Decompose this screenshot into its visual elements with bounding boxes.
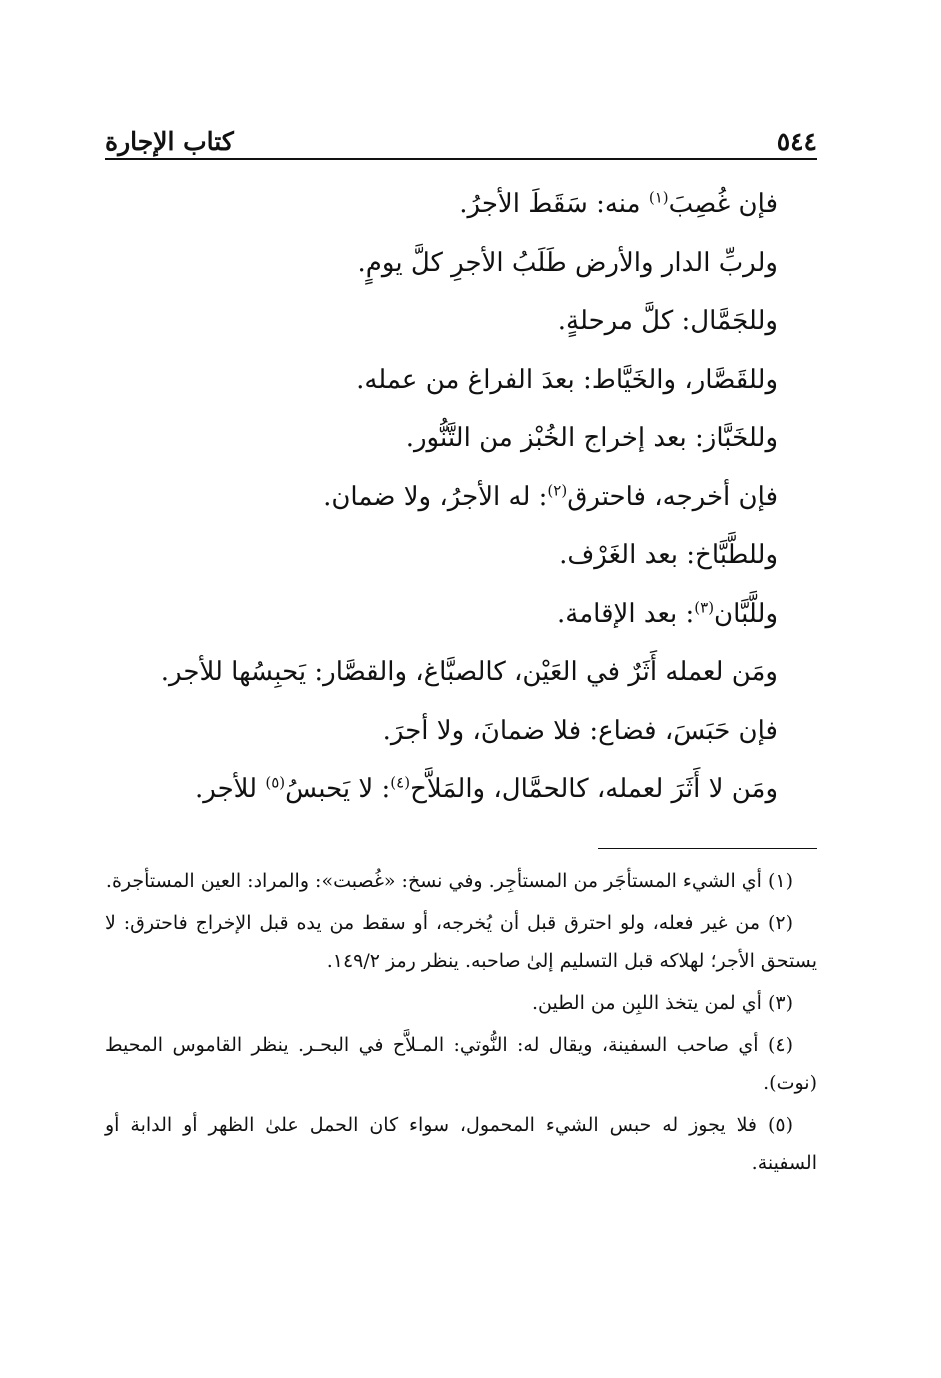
page-number: ٥٤٤ bbox=[776, 127, 817, 156]
text-line: وللقَصَّار، والخَيَّاط: بعدَ الفراغ من عمله. bbox=[356, 364, 778, 395]
text-line: وللخَبَّاز: بعد إخراج الخُبْز من التَّنُّور. bbox=[405, 423, 778, 453]
text-line: ومَن لا أَثَرَ لعمله، كالحمَّال، والمَلاَّح$^{(٤)}$: لا يَحبسُ$^{(٥)}$ للأجر. bbox=[194, 773, 778, 804]
footnote: (٥) فلا يجوز له حبس الشيء المحمول، سواء كان الحمل علىٰ الظهر أو الدابة أو السفينة. bbox=[105, 1114, 817, 1174]
chapter-title: كتاب الإجارة bbox=[105, 127, 234, 156]
main-text bbox=[105, 175, 778, 819]
footnote: (٣) أي لمن يتخذ اللبِن من الطين. bbox=[531, 992, 793, 1014]
text-line: وللطَّبَّاخ: بعد الغَرْف. bbox=[559, 540, 778, 570]
footnote-marker: (٤) bbox=[390, 773, 411, 792]
footnote-marker: (٢) bbox=[547, 480, 568, 499]
text-line: وللجَمَّال: كلَّ مرحلةٍ. bbox=[557, 306, 778, 336]
footnote: (٤) أي صاحب السفينة، ويقال له: النُّوتي: المـلاَّح في البحـر. ينظر القاموس المحيط (نوت). bbox=[105, 1034, 817, 1094]
page-header bbox=[105, 112, 817, 160]
footnote: (١) أي الشيء المستأجَر من المستأجِر. وفي نسخ: «غُصبت»: والمراد: العين المستأجرة. bbox=[105, 870, 793, 892]
footnote-marker: (١) bbox=[648, 188, 669, 207]
text-line: فإن غُصِبَ$^{(١)}$ منه: سَقَطَ الأجرُ. bbox=[459, 188, 778, 219]
text-line: فإن حَبَسَ، فضاع: فلا ضمانَ، ولا أجرَ. bbox=[382, 715, 778, 746]
footnote-marker: (٥) bbox=[265, 773, 286, 792]
text-line: ومَن لعمله أَثَرٌ في العَيْن، كالصبَّاغ، والقصَّار: يَحبِسُها للأجر. bbox=[160, 657, 778, 687]
footnote-marker: (٣) bbox=[694, 597, 715, 616]
footnotes bbox=[105, 862, 817, 1186]
text-line: فإن أخرجه، فاحترق$^{(٢)}$: له الأجرُ، ولا ضمان. bbox=[323, 480, 778, 512]
text-line: وللَّبَّان$^{(٣)}$: بعد الإقامة. bbox=[557, 597, 778, 629]
footnote: (٢) من غير فعله، ولو احترق قبل أن يُخرجه، أو سقط من يده قبل الإخراج فاحترق: لا يستحق الأجر؛ لهلاكه قبل التسليم إلىٰ صاحبه. ينظر رمز ١٤٩/٢. bbox=[105, 912, 817, 972]
footnote-separator bbox=[598, 848, 817, 849]
text-line: ولربِّ الدار والأرض طَلَبُ الأجرِ كلَّ يومٍ. bbox=[357, 247, 778, 278]
